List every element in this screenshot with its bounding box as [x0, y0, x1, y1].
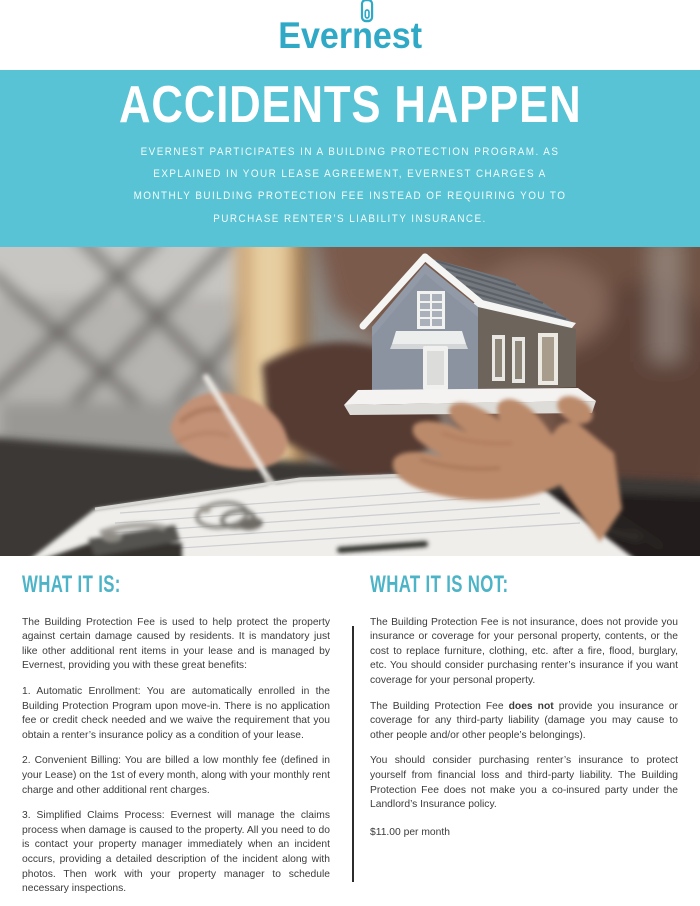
evernest-logo — [278, 14, 422, 56]
what-it-is-section — [22, 571, 330, 906]
what-it-is-text — [22, 616, 330, 897]
hero-banner — [0, 70, 700, 247]
hero-photo — [0, 247, 700, 556]
what-it-is-not-text — [370, 616, 678, 813]
subtitle-line: EVERNEST PARTICIPATES IN A BUILDING PROTECTION PROGRAM. AS — [140, 145, 560, 158]
page-title: ACCIDENTS HAPPEN — [118, 76, 582, 134]
subtitle-line: PURCHASE RENTER’S LIABILITY INSURANCE. — [213, 212, 487, 225]
paragraph: The Building Protection Fee does not provide you insurance or coverage for any third-party liability (damage you may cause to other people and/or other people’s belongings). — [370, 700, 678, 741]
paragraph: The Building Protection Fee is used to help protect the property against certain damage caused by residents. It is mandatory just like other additional rent items in your lease and is managed by Evernest, providing you with these great benefits: — [22, 616, 330, 672]
paragraph: You should consider purchasing renter’s insurance to protect yourself from financial loss and third-party liability. The Building Protection Fee does not make you a co-insured party under the Landlord’s Insurance policy. — [370, 755, 678, 811]
what-it-is-not-section — [370, 571, 678, 851]
monthly-fee: $11.00 per month — [370, 826, 450, 838]
paragraph: 1. Automatic Enrollment: You are automatically enrolled in the Building Protection Program upon move-in. There is no application fee or credit check needed and we waive the requirement that you obtain a renter’s insurance policy as a condition of your lease. — [22, 685, 330, 741]
what-it-is-heading: WHAT IT IS: — [22, 571, 121, 598]
paragraph: 2. Convenient Billing: You are billed a low monthly fee (defined in your Lease) on the 1st of every month, along with your monthly rent charge and other additional rent charges. — [22, 755, 330, 796]
header — [0, 0, 700, 70]
paragraph: The Building Protection Fee is not insurance, does not provide you insurance or coverage for your personal property, contents, or the cost to replace furniture, clothing, etc. after a fire, flood, burglary, etc. You should consider purchasing renter’s insurance if you want coverage for your personal property. — [370, 616, 678, 686]
column-divider — [352, 626, 354, 882]
paragraph: 3. Simplified Claims Process: Evernest will manage the claims process when damage is caused to the property. All you need to do is contact your property manager immediately when an incident occurs, providing a detailed description of the incident along with photos. Then work with your property manager to schedule necessary inspections. — [22, 810, 330, 895]
banner-subtitle — [35, 141, 665, 231]
logo-text: Evernest — [278, 14, 422, 56]
subtitle-line: EXPLAINED IN YOUR LEASE AGREEMENT, EVERNEST CHARGES A — [153, 168, 547, 180]
subtitle-line: MONTHLY BUILDING PROTECTION FEE INSTEAD OF REQUIRING YOU TO — [133, 190, 567, 203]
what-it-is-not-heading: WHAT IT IS NOT: — [370, 571, 509, 598]
birdhouse-icon — [360, 0, 374, 23]
photo-illustration — [0, 247, 700, 556]
